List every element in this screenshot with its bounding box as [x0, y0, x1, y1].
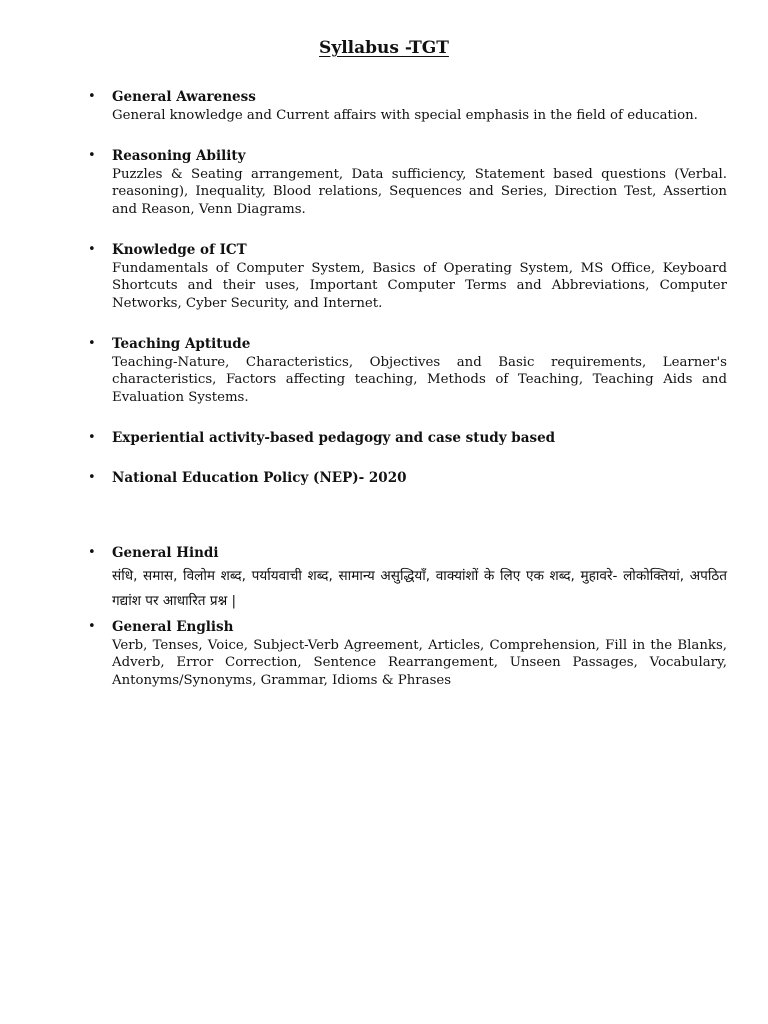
section-nep-2020 — [88, 469, 727, 487]
section-heading: General English — [112, 619, 234, 635]
section-body: General knowledge and Current affairs with special emphasis in the field of education. — [112, 108, 698, 123]
bullet-icon: • — [88, 89, 96, 104]
section-heading: Knowledge of ICT — [112, 242, 247, 258]
bullet-icon: • — [88, 545, 96, 560]
bullet-icon: • — [88, 242, 96, 257]
section-teaching-aptitude — [88, 335, 727, 406]
section-heading: Experiential activity-based pedagogy and case study based — [112, 430, 556, 446]
bullet-icon: • — [88, 470, 96, 485]
section-body: Verb, Tenses, Voice, Subject-Verb Agreement, Articles, Comprehension, Fill in the Blanks, Adverb, Error Correction, Sentence Rearrangement, Unseen Passages, Vocabulary, Antonyms/Synonyms, Grammar, Idioms & Phrases — [112, 638, 727, 688]
section-heading: Teaching Aptitude — [112, 336, 251, 352]
section-heading: Reasoning Ability — [112, 148, 246, 164]
section-general-hindi — [88, 544, 727, 614]
section-general-english — [88, 618, 727, 689]
bullet-icon: • — [88, 148, 96, 163]
section-experiential-pedagogy — [88, 429, 727, 447]
section-body: Puzzles & Seating arrangement, Data sufficiency, Statement based questions (Verbal. reasoning), Inequality, Blood relations, Sequences and Series, Direction Test, Assertion and Reason, Venn Diagrams. — [112, 167, 727, 217]
bullet-icon: • — [88, 430, 96, 445]
section-heading: General Awareness — [112, 89, 256, 105]
section-body: Teaching-Nature, Characteristics, Objectives and Basic requirements, Learner's characteristics, Factors affecting teaching, Methods of Teaching, Teaching Aids and Evaluation Systems. — [112, 355, 727, 405]
section-heading: National Education Policy (NEP)- 2020 — [112, 470, 407, 486]
section-body: Fundamentals of Computer System, Basics of Operating System, MS Office, Keyboard Shortcuts and their uses, Important Computer Terms and Abbreviations, Computer Networks, Cyber Security, and Internet. — [112, 261, 727, 311]
section-body: संधि, समास, विलोम शब्द, पर्यायवाची शब्द, सामान्य असुद्धियाँ, वाक्यांशों के लिए एक शब्द, मुहावरे- लोकोक्तियां, अपठित गद्यांश पर आधारित प्रश्न | — [112, 568, 727, 609]
document-title: Syllabus -TGT — [319, 38, 449, 58]
section-heading: General Hindi — [112, 545, 219, 561]
bullet-icon: • — [88, 619, 96, 634]
section-knowledge-of-ict — [88, 241, 727, 312]
section-general-awareness — [88, 88, 727, 124]
bullet-icon: • — [88, 336, 96, 351]
section-reasoning-ability — [88, 147, 727, 218]
